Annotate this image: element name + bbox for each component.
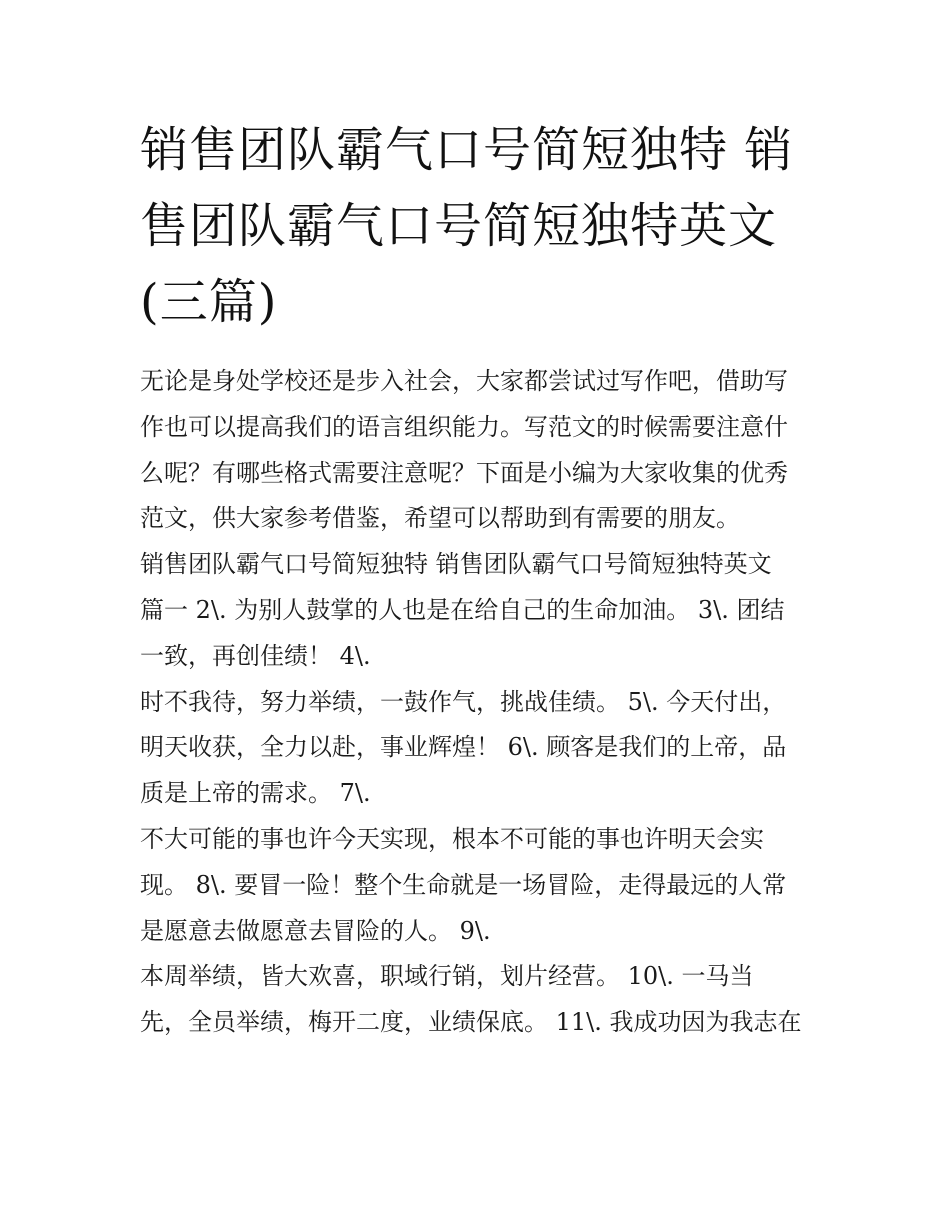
- body-line: 是愿意去做愿意去冒险的人。 9\.: [140, 916, 491, 945]
- body-line: 一致，再创佳绩！ 4\.: [140, 641, 371, 670]
- document-title: [140, 112, 820, 340]
- title-line: 销售团队霸气口号简短独特 销: [140, 122, 794, 178]
- body-line: 作也可以提高我们的语言组织能力。写范文的时候需要注意什: [140, 412, 788, 441]
- body-line: 质是上帝的需求。 7\.: [140, 779, 371, 808]
- body-line: 销售团队霸气口号简短独特 销售团队霸气口号简短独特英文: [140, 550, 772, 579]
- body-line: 不大可能的事也许今天实现，根本不可能的事也许明天会实: [140, 824, 764, 853]
- body-line: 明天收获，全力以赴，事业辉煌！ 6\. 顾客是我们的上帝，品: [140, 733, 787, 762]
- title-line: 售团队霸气口号简短独特英文: [140, 198, 778, 254]
- body-line: 篇一 2\. 为别人鼓掌的人也是在给自己的生命加油。 3\. 团结: [140, 595, 785, 624]
- body-line: 本周举绩，皆大欢喜，职域行销，划片经营。 10\. 一马当: [140, 962, 754, 991]
- body-line: 无论是身处学校还是步入社会，大家都尝试过写作吧，借助写: [140, 367, 788, 395]
- body-line: 现。 8\. 要冒一险！整个生命就是一场冒险，走得最远的人常: [140, 870, 787, 899]
- body-line: 先，全员举绩，梅开二度，业绩保底。 11\. 我成功因为我志在: [140, 1008, 802, 1037]
- document-body: [140, 359, 830, 1046]
- body-line: 范文，供大家参考借鉴，希望可以帮助到有需要的朋友。: [140, 504, 740, 533]
- body-line: 时不我待，努力举绩，一鼓作气，挑战佳绩。 5\. 今天付出，: [140, 687, 787, 716]
- title-line: (三篇): [140, 274, 278, 330]
- body-line: 么呢？有哪些格式需要注意呢？下面是小编为大家收集的优秀: [140, 458, 788, 487]
